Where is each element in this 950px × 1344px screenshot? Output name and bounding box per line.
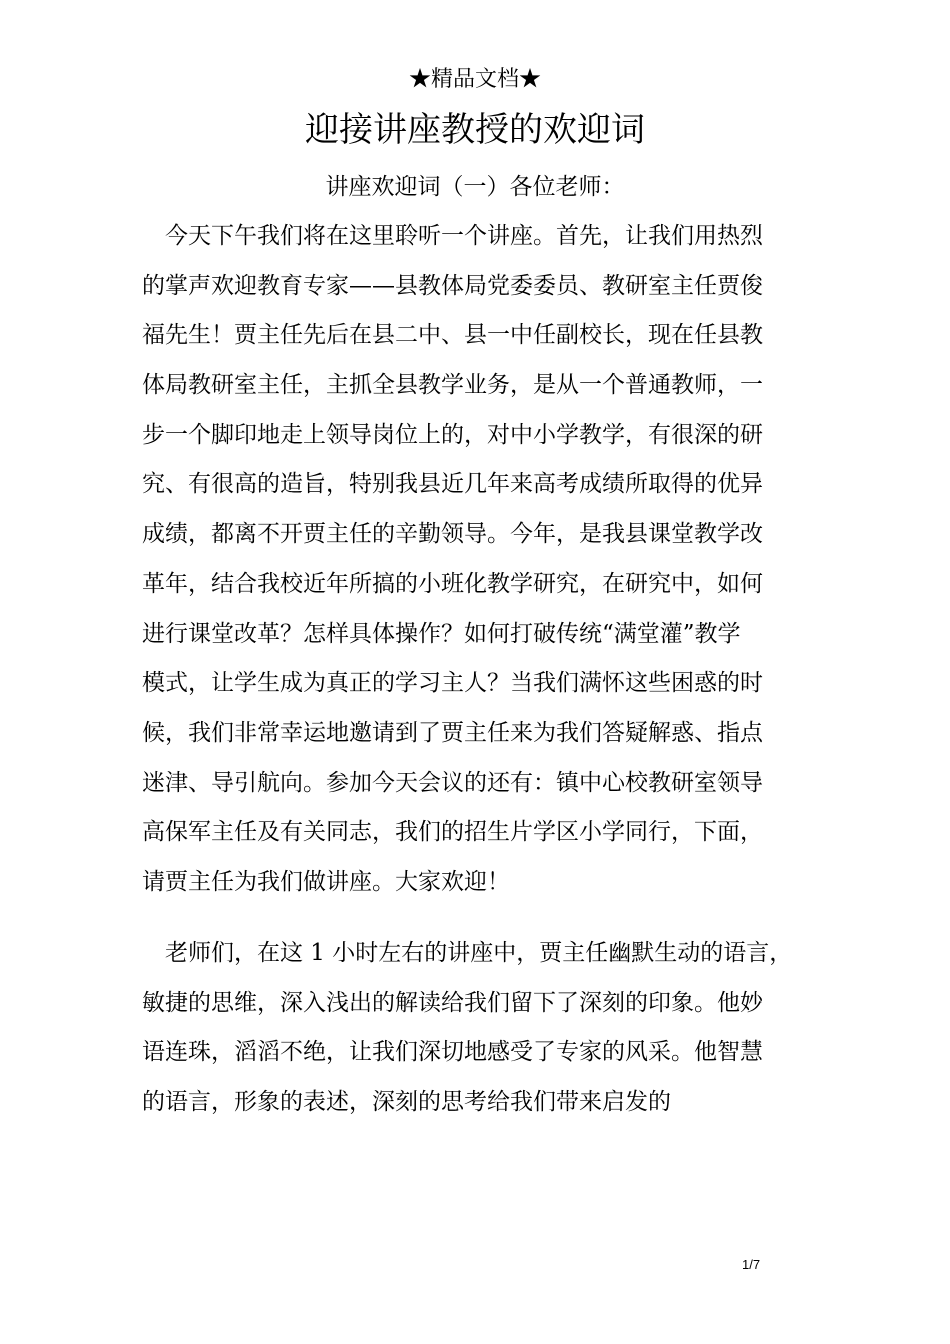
- paragraph-line: 的语言，形象的表述，深刻的思考给我们带来启发的: [142, 1089, 671, 1116]
- paragraph-line: 福先生！贾主任先后在县二中、县一中任副校长，现在任县教: [142, 322, 763, 349]
- paragraph-line: 老师们，在这 1 小时左右的讲座中，贾主任幽默生动的语言，: [142, 940, 793, 966]
- paragraph-line: 革年，结合我校近年所搞的小班化教学研究，在研究中，如何: [142, 570, 763, 597]
- paragraph-line: 高保军主任及有关同志，我们的招生片学区小学同行，下面，: [142, 819, 763, 846]
- paragraph-line: 敏捷的思维，深入浅出的解读给我们留下了深刻的印象。他妙: [142, 989, 763, 1016]
- paragraph-line: 的掌声欢迎教育专家——县教体局党委委员、教研室主任贾俊: [142, 272, 763, 299]
- paragraph-line: 步一个脚印地走上领导岗位上的，对中小学教学，有很深的研: [142, 421, 763, 448]
- page-number: 1/7: [742, 1257, 761, 1272]
- paragraph-line: 成绩，都离不开贾主任的辛勤领导。今年，是我县课堂教学改: [142, 521, 763, 548]
- paragraph-1: [142, 212, 812, 908]
- paragraph-line: 请贾主任为我们做讲座。大家欢迎！: [142, 868, 510, 895]
- paragraph-line: 进行课堂改革？怎样具体操作？如何打破传统“满堂灌”教学: [142, 620, 741, 647]
- premium-document-mark: ★精品文档★: [408, 67, 541, 92]
- document-title: 迎接讲座教授的欢迎词: [305, 110, 645, 150]
- paragraph-line: 今天下午我们将在这里聆听一个讲座。首先，让我们用热烈: [142, 223, 763, 249]
- paragraph-line: 究、有很高的造旨，特别我县近几年来高考成绩所取得的优异: [142, 471, 763, 498]
- paragraph-line: 候，我们非常幸运地邀请到了贾主任来为我们答疑解惑、指点: [142, 719, 763, 746]
- paragraph-line: 模式，让学生成为真正的学习主人？当我们满怀这些困惑的时: [142, 670, 763, 697]
- paragraph-line: 体局教研室主任，主抓全县教学业务，是从一个普通教师，一: [142, 372, 763, 399]
- paragraph-line: 迷津、导引航向。参加今天会议的还有：镇中心校教研室领导: [142, 769, 763, 796]
- paragraph-line: 语连珠，滔滔不绝，让我们深切地感受了专家的风采。他智慧: [142, 1039, 763, 1066]
- document-subtitle: 讲座欢迎词（一）各位老师：: [325, 174, 625, 200]
- paragraph-2: [142, 929, 812, 1128]
